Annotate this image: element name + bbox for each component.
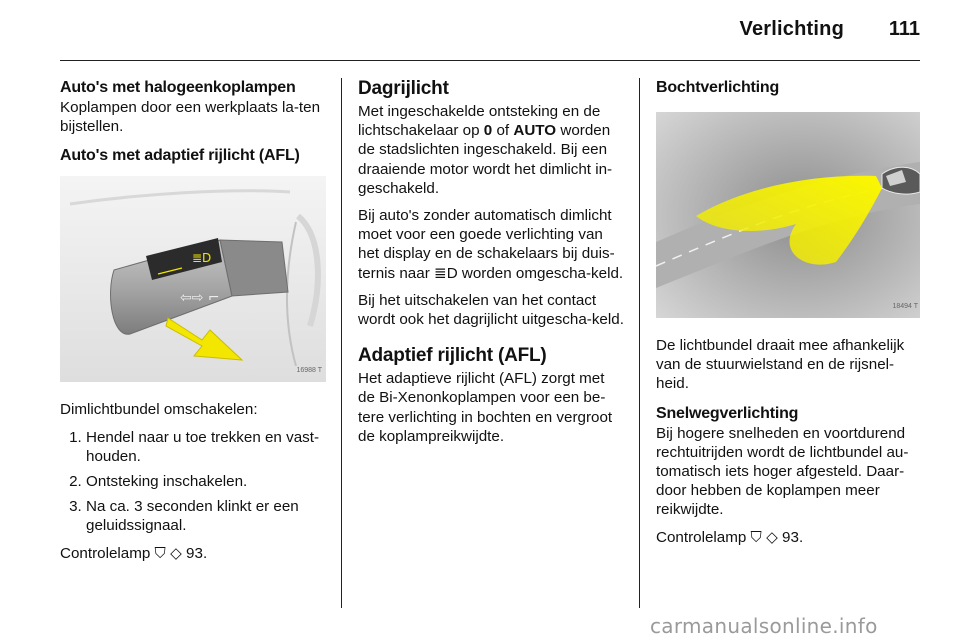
svg-text:⇦⇨ ⌐: ⇦⇨ ⌐: [180, 290, 220, 307]
page-header: [60, 0, 920, 61]
headlight-lever-illustration: [60, 176, 326, 382]
figure-number: 18494 T: [892, 302, 918, 310]
figure-headlight-lever: [60, 176, 326, 382]
switch-position-auto: AUTO: [513, 122, 557, 140]
figure-cornering-light: [656, 112, 922, 318]
heading-daytime-lights: Dagrijlicht: [358, 78, 449, 99]
paragraph-adaptive: Het adaptieve rijlicht (AFL) zorgt met de Bi-Xenonkoplampen voor een be-tere verlichting in bochten en vergroot de koplampreikwijdte.: [358, 370, 613, 445]
heading-adaptive-light: Adaptief rijlicht (AFL): [358, 345, 547, 367]
column-divider: [639, 78, 640, 608]
cornering-light-illustration: [656, 112, 920, 318]
figure-number: 16988 T: [296, 367, 322, 375]
page-number: 111: [888, 18, 920, 40]
list-item: 3. Na ca. 3 seconden klinkt er een geluidssignaal.: [86, 497, 326, 535]
text-part: Met ingeschakelde ontsteking en de lichtschakelaar op: [358, 103, 601, 140]
watermark: carmanualsonline.info: [650, 614, 878, 638]
paragraph-daytime-1: [358, 102, 624, 198]
heading-cornering-light: Bochtverlichting: [656, 79, 780, 96]
paragraph-cornering: De lichtbundel draait mee afhankelijk van de stuurwielstand en de rijsnel-heid.: [656, 337, 905, 393]
paragraph-halogen: Koplampen door een werkplaats la-ten bijstellen.: [60, 99, 321, 136]
heading-halogen: Auto's met halogeenkoplampen: [60, 79, 296, 96]
heading-highway-light: Snelwegverlichting: [656, 404, 799, 422]
column-1: [60, 78, 326, 571]
paragraph-daytime-3: Bij het uitschakelen van het contact wordt ook het dagrijlicht uitgescha-keld.: [358, 291, 624, 329]
column-2: [358, 78, 624, 454]
list-item: 2. Ontsteking inschakelen.: [86, 472, 326, 491]
paragraph-dim-switch: Dimlichtbundel omschakelen:: [60, 401, 258, 419]
text-part: of: [492, 122, 514, 140]
paragraph-highway: Bij hogere snelheden en voortdurend rechtuitrijden wordt de lichtbundel au-tomatisch iets hoger afgesteld. Daar-door hebben de koplampen meer reikwijdte.: [656, 424, 909, 519]
text-part: worden de stadslichten ingeschakeld. Bij een draaiende motor wordt het dimlicht in-geschakeld.: [358, 122, 613, 197]
section-title: Verlichting: [739, 18, 844, 40]
list-item: 1. Hendel naar u toe trekken en vast-houden.: [86, 428, 326, 466]
column-3: [656, 78, 922, 555]
heading-afl-cars: Auto's met adaptief rijlicht (AFL): [60, 147, 300, 165]
paragraph-daytime-2: Bij auto's zonder automatisch dimlicht moet voor een goede verlichting van het display en de schakelaars bij duis-ternis naar ≣D worden omgescha-keld.: [358, 207, 624, 282]
column-divider: [341, 78, 342, 608]
control-lamp-reference: Controlelamp ⛉ ◇ 93.: [656, 528, 804, 546]
switch-position-0: 0: [483, 122, 493, 140]
steps-list: [60, 428, 326, 536]
control-lamp-reference: Controlelamp ⛉ ◇ 93.: [60, 544, 208, 562]
svg-text:≣D: ≣D: [192, 251, 212, 266]
